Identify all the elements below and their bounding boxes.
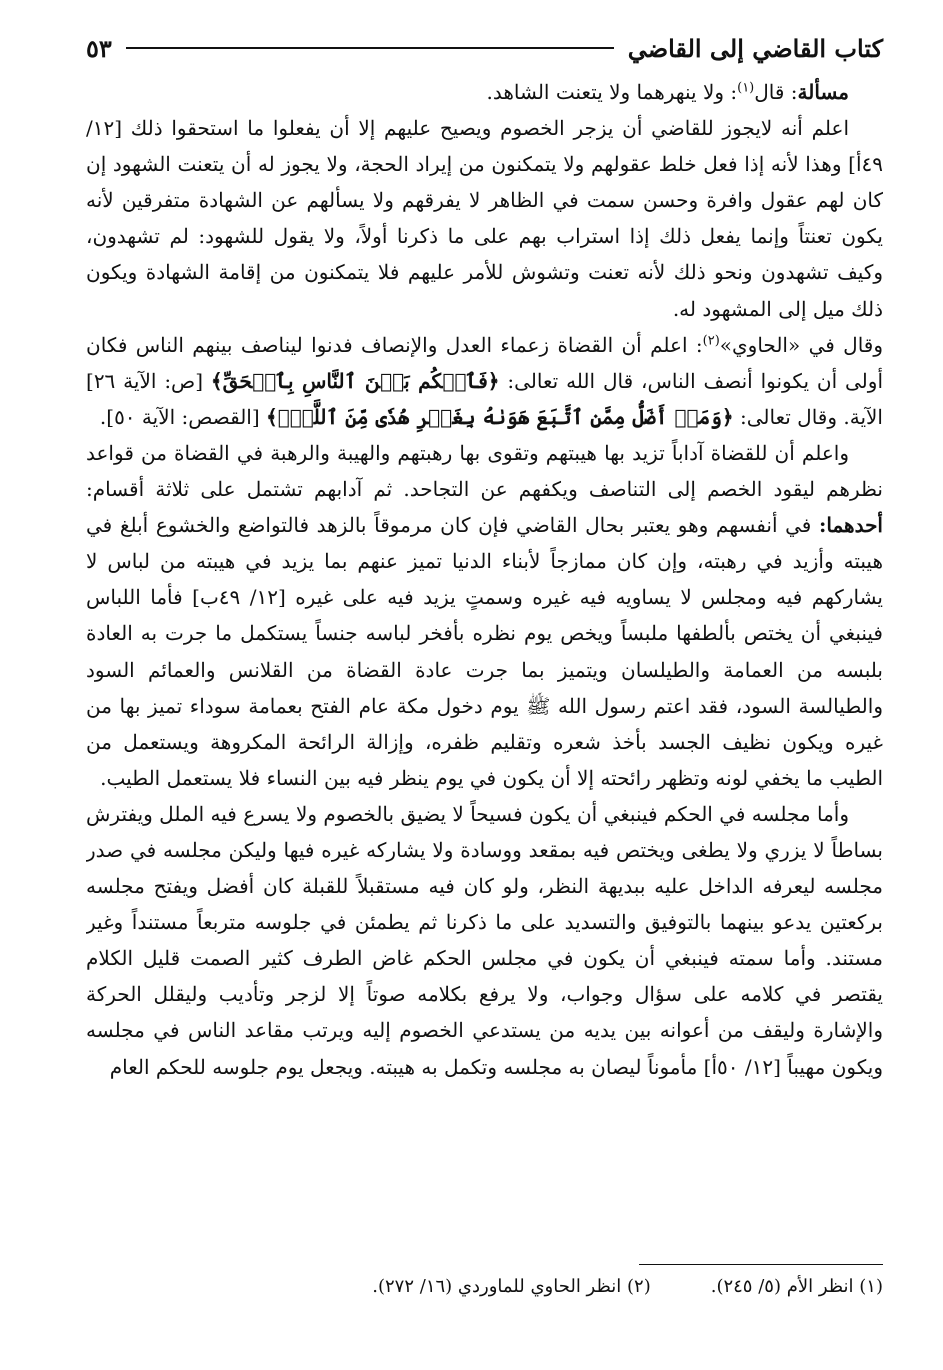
book-title: كتاب القاضي إلى القاضي: [627, 33, 883, 63]
footnote-1: (١) انظر الأم (٥/ ٢٤٥).: [710, 1276, 883, 1297]
masala-before: : قال: [754, 80, 798, 104]
page-number: ٥٣: [86, 33, 112, 63]
adab-paragraph: [86, 435, 883, 796]
quran-citation-2: [القصص: الآية ٥٠].: [99, 404, 267, 429]
ahaduhuma-label: أحدهما:: [818, 513, 883, 538]
footnote-rule: [639, 1264, 883, 1265]
footnote-ref-2: (٢): [702, 333, 720, 348]
hawi-text: : اعلم أن القضاة زعماء العدل والإنصاف فدنوا ليناصف بينهم الناس فكان أولى أن يكونوا أنصف الناس، قال الله تعالى:: [86, 332, 883, 393]
quran-verse-2: ﴿وَمَنۡ أَضَلُّ مِمَّنِ ٱتَّبَعَ هَوَىٰهُ بِغَيۡرِ هُدٗى مِّنَ ٱللَّهِۚ﴾: [266, 404, 734, 429]
running-head: [86, 30, 883, 66]
footnote-ref-1: (١): [737, 80, 755, 96]
hawi-lead: وقال في «الحاوي»: [719, 332, 883, 357]
header-rule: [126, 47, 614, 49]
masala-after: : ولا ينهرهما ولا يتعنت الشاهد.: [486, 80, 738, 104]
hawi-paragraph: [86, 327, 883, 435]
footnote-2: (٢) انظر الحاوي للماوردي (١٦/ ٢٧٢).: [372, 1276, 651, 1297]
masala-line: [86, 74, 883, 110]
majlis-paragraph: وأما مجلسه في الحكم فينبغي أن يكون فسيحاً لا يضيق بالخصوم ولا يسرع فيه الملل ويفترش بساطاً لا يزري ولا يطغى ويختص فيه بمقعد ووسادة ولا يشاركه غيره فيها وليكن مجلسه في صدر مجلسه ليعرفه الداخل عليه ببديهة النظر، ولو كان فيه مستقبلاً للقبلة كان أفضل ويفتح مجلسه بركعتين يدعو بينهما بالتوفيق والتسديد على ما ذكرنا ثم يطمئن في جلوسه متربعاً مستنداً وغير مستند. وأما سمته فينبغي أن يكون في مجلس الحكم غاض الطرف كثير الصمت قليل الكلام يقتصر في كلامه على سؤال وجواب، ولا يرفع بكلامه صوتاً إلا لزجر وتأديب وليقلل الحركة والإشارة وليقف من أعوانه بين يديه من يستدعي الخصوم إليه ويرتب مقاعد الناس في مجلسه ويكون مهيباً [١٢/ ٥٠أ] مأموناً ليصان به مجلسه وتكمل به هيبته. ويجعل يوم جلوسه للحكم العام: [86, 801, 883, 1079]
adab-rest: في أنفسهم وهو يعتبر بحال القاضي فإن كان مرموقاً بالزهد فالتواضع والخشوع أبلغ في هيبته وأزيد في رهبته، وإن كان ممازجاً لأبناء الدنيا تميز عنهم بما يزيد في هيبته من لباس لا يشاركهم فيه ومجلس لا يساويه فيه غيره وسمتٍ يزيد فيه على غيره [١٢/ ٤٩ب] فأما اللباس فينبغي أن يختص بألطفها ملبساً ويخص يوم نظره بأفخر لباسه جنساً يستكمل ما جرت به العادة بلبسه من العمامة والطيلسان ويتميز بما جرت عادة القضاة من القلانس والعمائم السود والطيالسة السود، فقد اعتم رسول الله ﷺ يوم دخول مكة عام الفتح بعمامة سوداء تميز بها من غيره ويكون نظيف الجسد بأخذ شعره وتقليم ظفره، وإزالة الرائحة المكروهة ويستعمل من الطيب ما يخفي لونه وتظهر رائحته إلا أن يكون في يوم ينظر فيه بين النساء فلا يستعمل الطيب.: [86, 513, 883, 790]
quran-citation-1: [ص: الآية ٢٦] الآية. وقال تعالى:: [86, 368, 883, 429]
footnotes: [86, 1276, 883, 1297]
adab-intro: واعلم أن للقضاة آداباً تزيد بها هيبتهم وتقوى بها رهبتهم والهيبة والرهبة في القضاة من قواعد نظرهم ليقود الخصم إلى التناصف ويكفهم عن التجاحد. ثم آدابهم تشتمل على ثلاثة أقسام:: [86, 440, 883, 502]
masala-label: مسألة: [797, 80, 849, 104]
quran-verse-1: ﴿فَٱحۡكُم بَيۡنَ ٱلنَّاسِ بِٱلۡحَقِّ﴾: [210, 368, 500, 393]
paragraph: اعلم أنه لايجوز للقاضي أن يزجر الخصوم ويصيح عليهم إلا أن يفعلوا ما استحقوا ذلك [١٢/ ٤٩أ] وهذا لأنه إذا فعل خلط عقولهم ولا يتمكنون من إيراد الحجة، ولا يجوز له أن يتعنت الشهود إن كان لهم عقول وافرة وحسن سمت في الظاهر لا يفرقهم ولا يسألهم عن الشهادة متفرقين لأنه يكون تعنتاً وإنما يفعل ذلك إذا استراب بهم على ما ذكرنا أولاً، ولا يقول للشهود: لم تشهدون، وكيف تشهدون ونحو ذلك لأنه تعنت وتشوش للأمر عليهم فلا يتمكنون من إقامة الشهادة ويكون ذلك ميل إلى المشهود له.: [86, 116, 883, 321]
body-text: [86, 74, 883, 1254]
